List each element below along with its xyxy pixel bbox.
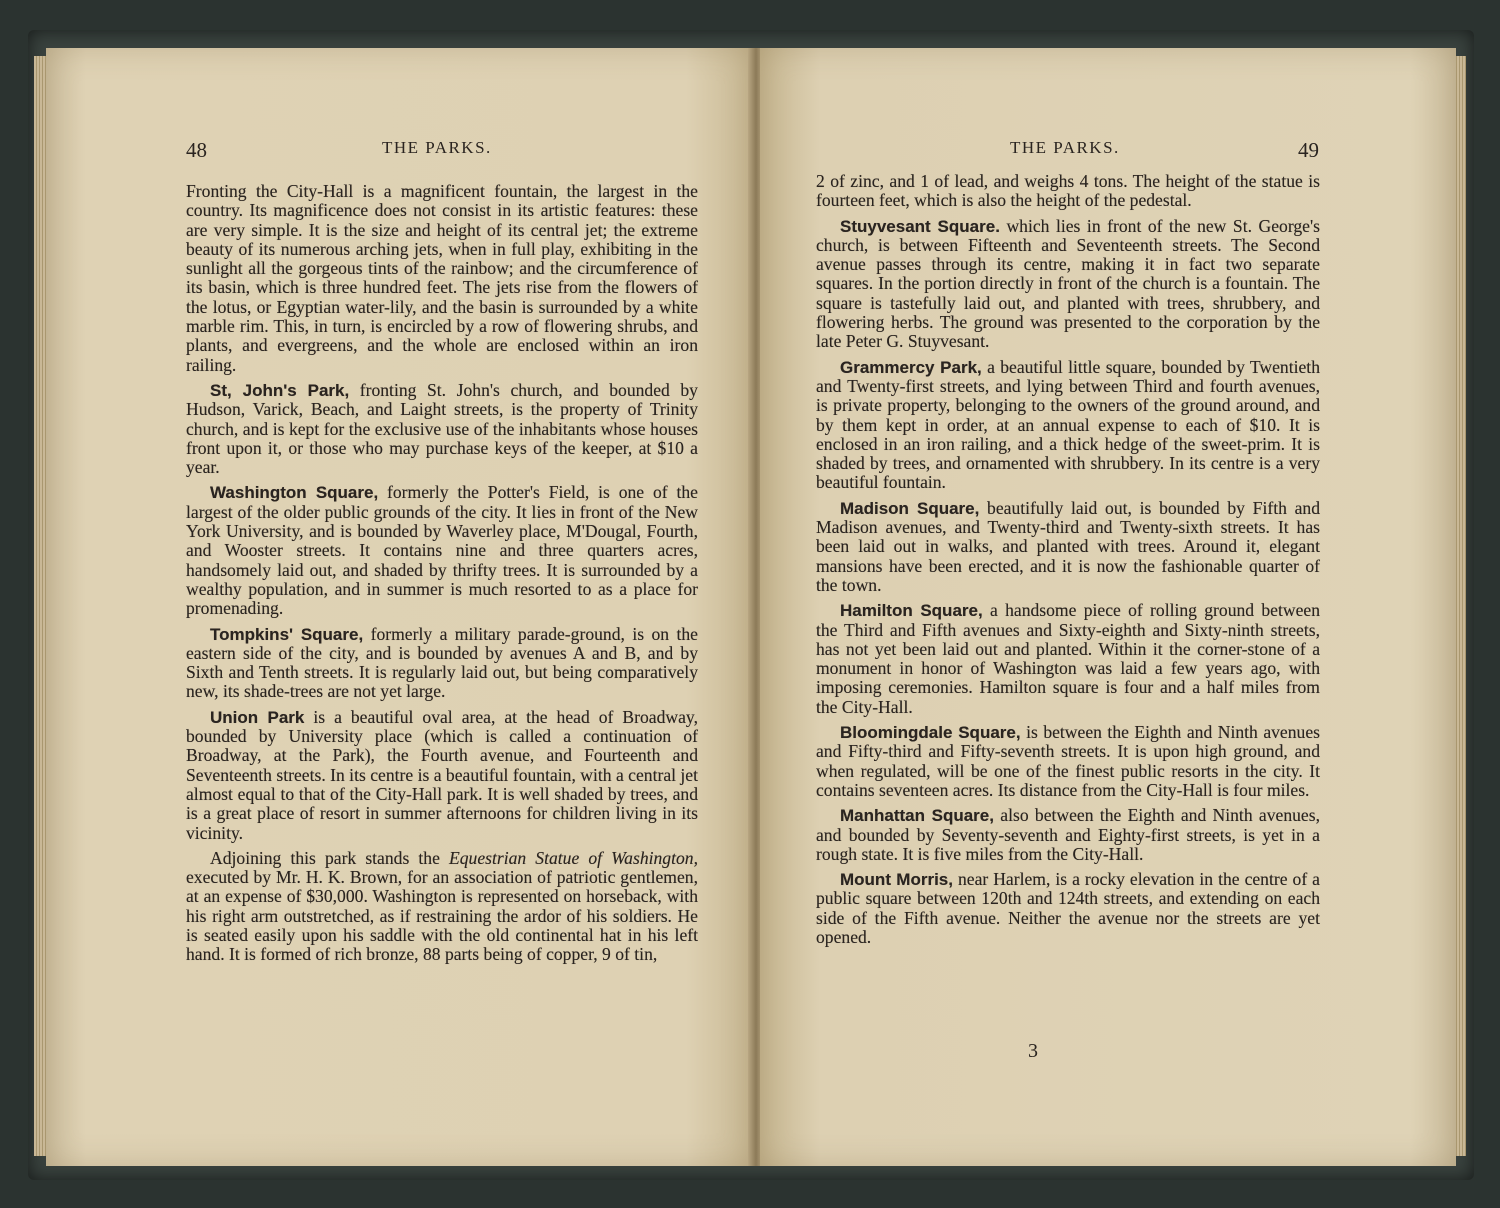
paragraph-text: near Harlem, is a rocky elevation in the centre of a public square between 120th and 124th streets, and extending on each side of the Fifth avenue. Neither the avenue nor the streets are yet opened. bbox=[816, 869, 1320, 947]
paragraph-text: a handsome piece of rolling ground between the Third and Fifth avenues and Sixty-eighth and Sixty-ninth streets, has not yet been laid out and planted. Within it the corner-stone of a monument in honor of Washington was laid a few years ago, with imposing ceremonies. Hamilton square is four and a half miles from the City-Hall. bbox=[816, 600, 1320, 717]
paragraph-equestrian-statue bbox=[186, 849, 698, 965]
page-number-left: 48 bbox=[186, 138, 207, 162]
right-page-text bbox=[816, 172, 1320, 953]
paragraph-statue-continuation bbox=[816, 172, 1320, 211]
page-number-right: 49 bbox=[1298, 138, 1319, 162]
signature-mark: 3 bbox=[1028, 1040, 1038, 1062]
paragraph-mount-morris bbox=[816, 870, 1320, 947]
section-heading: Stuyvesant Square. bbox=[840, 216, 1000, 236]
right-page bbox=[760, 48, 1456, 1166]
paragraph-text: is a beautiful oval area, at the head of Broadway, bounded by University place (which is called a continuation of Broadway, at the Park), the Fourth avenue, and Fourteenth and Seventeenth streets. In its centre is a beautiful fountain, with a central jet almost equal to that of the City-Hall park. It is well shaded by trees, and is a great place of resort in summer afternoons for children living in its vicinity. bbox=[186, 706, 698, 843]
section-heading: Tompkins' Square, bbox=[210, 624, 364, 644]
section-heading: Union Park bbox=[210, 707, 305, 727]
paragraph-text: formerly a military parade-ground, is on the eastern side of the city, and is bounded by avenues A and B, and by Sixth and Tenth streets. It is regularly laid out, but being comparatively new, its shade-trees are not yet large. bbox=[186, 623, 698, 702]
statue-title: Equestrian Statue of Washington, bbox=[448, 847, 698, 868]
section-heading: Manhattan Square, bbox=[840, 806, 994, 826]
paragraph-text: Fronting the City-Hall is a magnificent fountain, the largest in the country. Its magnificence does not consist in its artistic features: these are very simple. It is the size and height of its central jet; the extreme beauty of its numerous arching jets, when in full play, exhibiting in the sunlight all the gorgeous tints of the rainbow; and the circumference of its basin, which is three hundred feet. The jets rise from the flowers of the lotus, or Egyptian water-lily, and the basin is surrounded by a white marble rim. This, in turn, is encircled by a row of flowering shrubs, and plants, and evergreens, and the whole are enclosed within an iron railing. bbox=[186, 181, 698, 375]
paragraph-text: 2 of zinc, and 1 of lead, and weighs 4 tons. The height of the statue is fourteen feet, which is also the height of the pedestal. bbox=[816, 171, 1320, 211]
paragraph-union-park bbox=[186, 708, 698, 843]
section-heading: St, John's Park, bbox=[210, 380, 350, 400]
left-page bbox=[46, 48, 752, 1166]
paragraph-grammercy-park bbox=[816, 358, 1320, 493]
paragraph-st-johns-park bbox=[186, 381, 698, 477]
paragraph-tompkins-square bbox=[186, 625, 698, 702]
paragraph-text: also between the Eighth and Ninth avenues, and bounded by Seventy-seventh and Eighty-first streets, is yet in a rough state. It is five miles from the City-Hall. bbox=[816, 805, 1320, 864]
running-head-left: THE PARKS. bbox=[382, 138, 492, 157]
paragraph-text: formerly the Potter's Field, is one of the largest of the older public grounds of the city. It lies in front of the New York University, and is bounded by Waverley place, M'Dougal, Fourth, and Wooster streets. It contains nine and three quarters acres, handsomely laid out, and shaded by thrifty trees. It is surrounded by a wealthy population, and in summer is much resorted to as a place for promenading. bbox=[186, 482, 698, 619]
paragraph-text: which lies in front of the new St. George's church, is between Fifteenth and Seventeenth streets. The Second avenue passes through its centre, making it in fact two separate squares. In the portion directly in front of the church is a fountain. The square is tastefully laid out, and planted with trees, shrubbery, and flowering herbs. The ground was presented to the corporation by the late Peter G. Stuyvesant. bbox=[816, 215, 1320, 352]
paragraph-text: beautifully laid out, is bounded by Fifth and Madison avenues, and Twenty-third and Twenty-sixth streets. It has been laid out in walks, and planted with trees. Around it, elegant mansions have been erected, and it is now the fashionable quarter of the town. bbox=[816, 497, 1320, 595]
section-heading: Washington Square, bbox=[210, 483, 379, 503]
paragraph-hamilton-square bbox=[816, 601, 1320, 717]
paragraph-bloomingdale-square bbox=[816, 723, 1320, 800]
paragraph-city-hall-fountain bbox=[186, 182, 698, 375]
paragraph-text: fronting St. John's church, and bounded by Hudson, Varick, Beach, and Laight streets, is the property of Trinity church, and is kept for the exclusive use of the inhabitants whose houses front upon it, or those who may purchase keys of the keeper, at $10 a year. bbox=[186, 379, 698, 478]
section-heading: Bloomingdale Square, bbox=[840, 723, 1021, 743]
section-heading: Hamilton Square, bbox=[840, 601, 983, 621]
paragraph-text: executed by Mr. H. K. Brown, for an association of patriotic gentlemen, at an expense of $30,000. Washington is represented on horseback, with his right arm outstretched, as if restraining the ardor of his soldiers. He is seated easily upon his saddle with the old continental hat in his left hand. It is formed of rich bronze, 88 parts being of copper, 9 of tin, bbox=[186, 867, 698, 965]
section-heading: Madison Square, bbox=[840, 498, 980, 518]
paragraph-text: Adjoining this park stands the bbox=[210, 847, 449, 868]
section-heading: Mount Morris, bbox=[840, 870, 953, 890]
paragraph-madison-square bbox=[816, 499, 1320, 595]
paragraph-text: a beautiful little square, bounded by Twentieth and Twenty-first streets, and lying between Third and fourth avenues, is private property, belonging to the owners of the ground around, and by them kept in order, at an annual expense to each of $10. It is enclosed in an iron railing, and a thick hedge of the sweet-prim. It is shaded by trees, and ornamented with shrubbery. In its centre is a very beautiful fountain. bbox=[816, 356, 1320, 493]
paragraph-stuyvesant-square bbox=[816, 217, 1320, 352]
running-head-right: THE PARKS. bbox=[1010, 138, 1120, 157]
paragraph-manhattan-square bbox=[816, 806, 1320, 864]
left-page-text bbox=[186, 182, 698, 971]
paragraph-washington-square bbox=[186, 483, 698, 618]
section-heading: Grammercy Park, bbox=[840, 357, 982, 377]
paragraph-text: is between the Eighth and Ninth avenues and Fifty-third and Fifty-seventh streets. It is upon high ground, and when regulated, will be one of the finest public resorts in the city. It contains seventeen acres. Its distance from the City-Hall is four miles. bbox=[816, 722, 1320, 800]
